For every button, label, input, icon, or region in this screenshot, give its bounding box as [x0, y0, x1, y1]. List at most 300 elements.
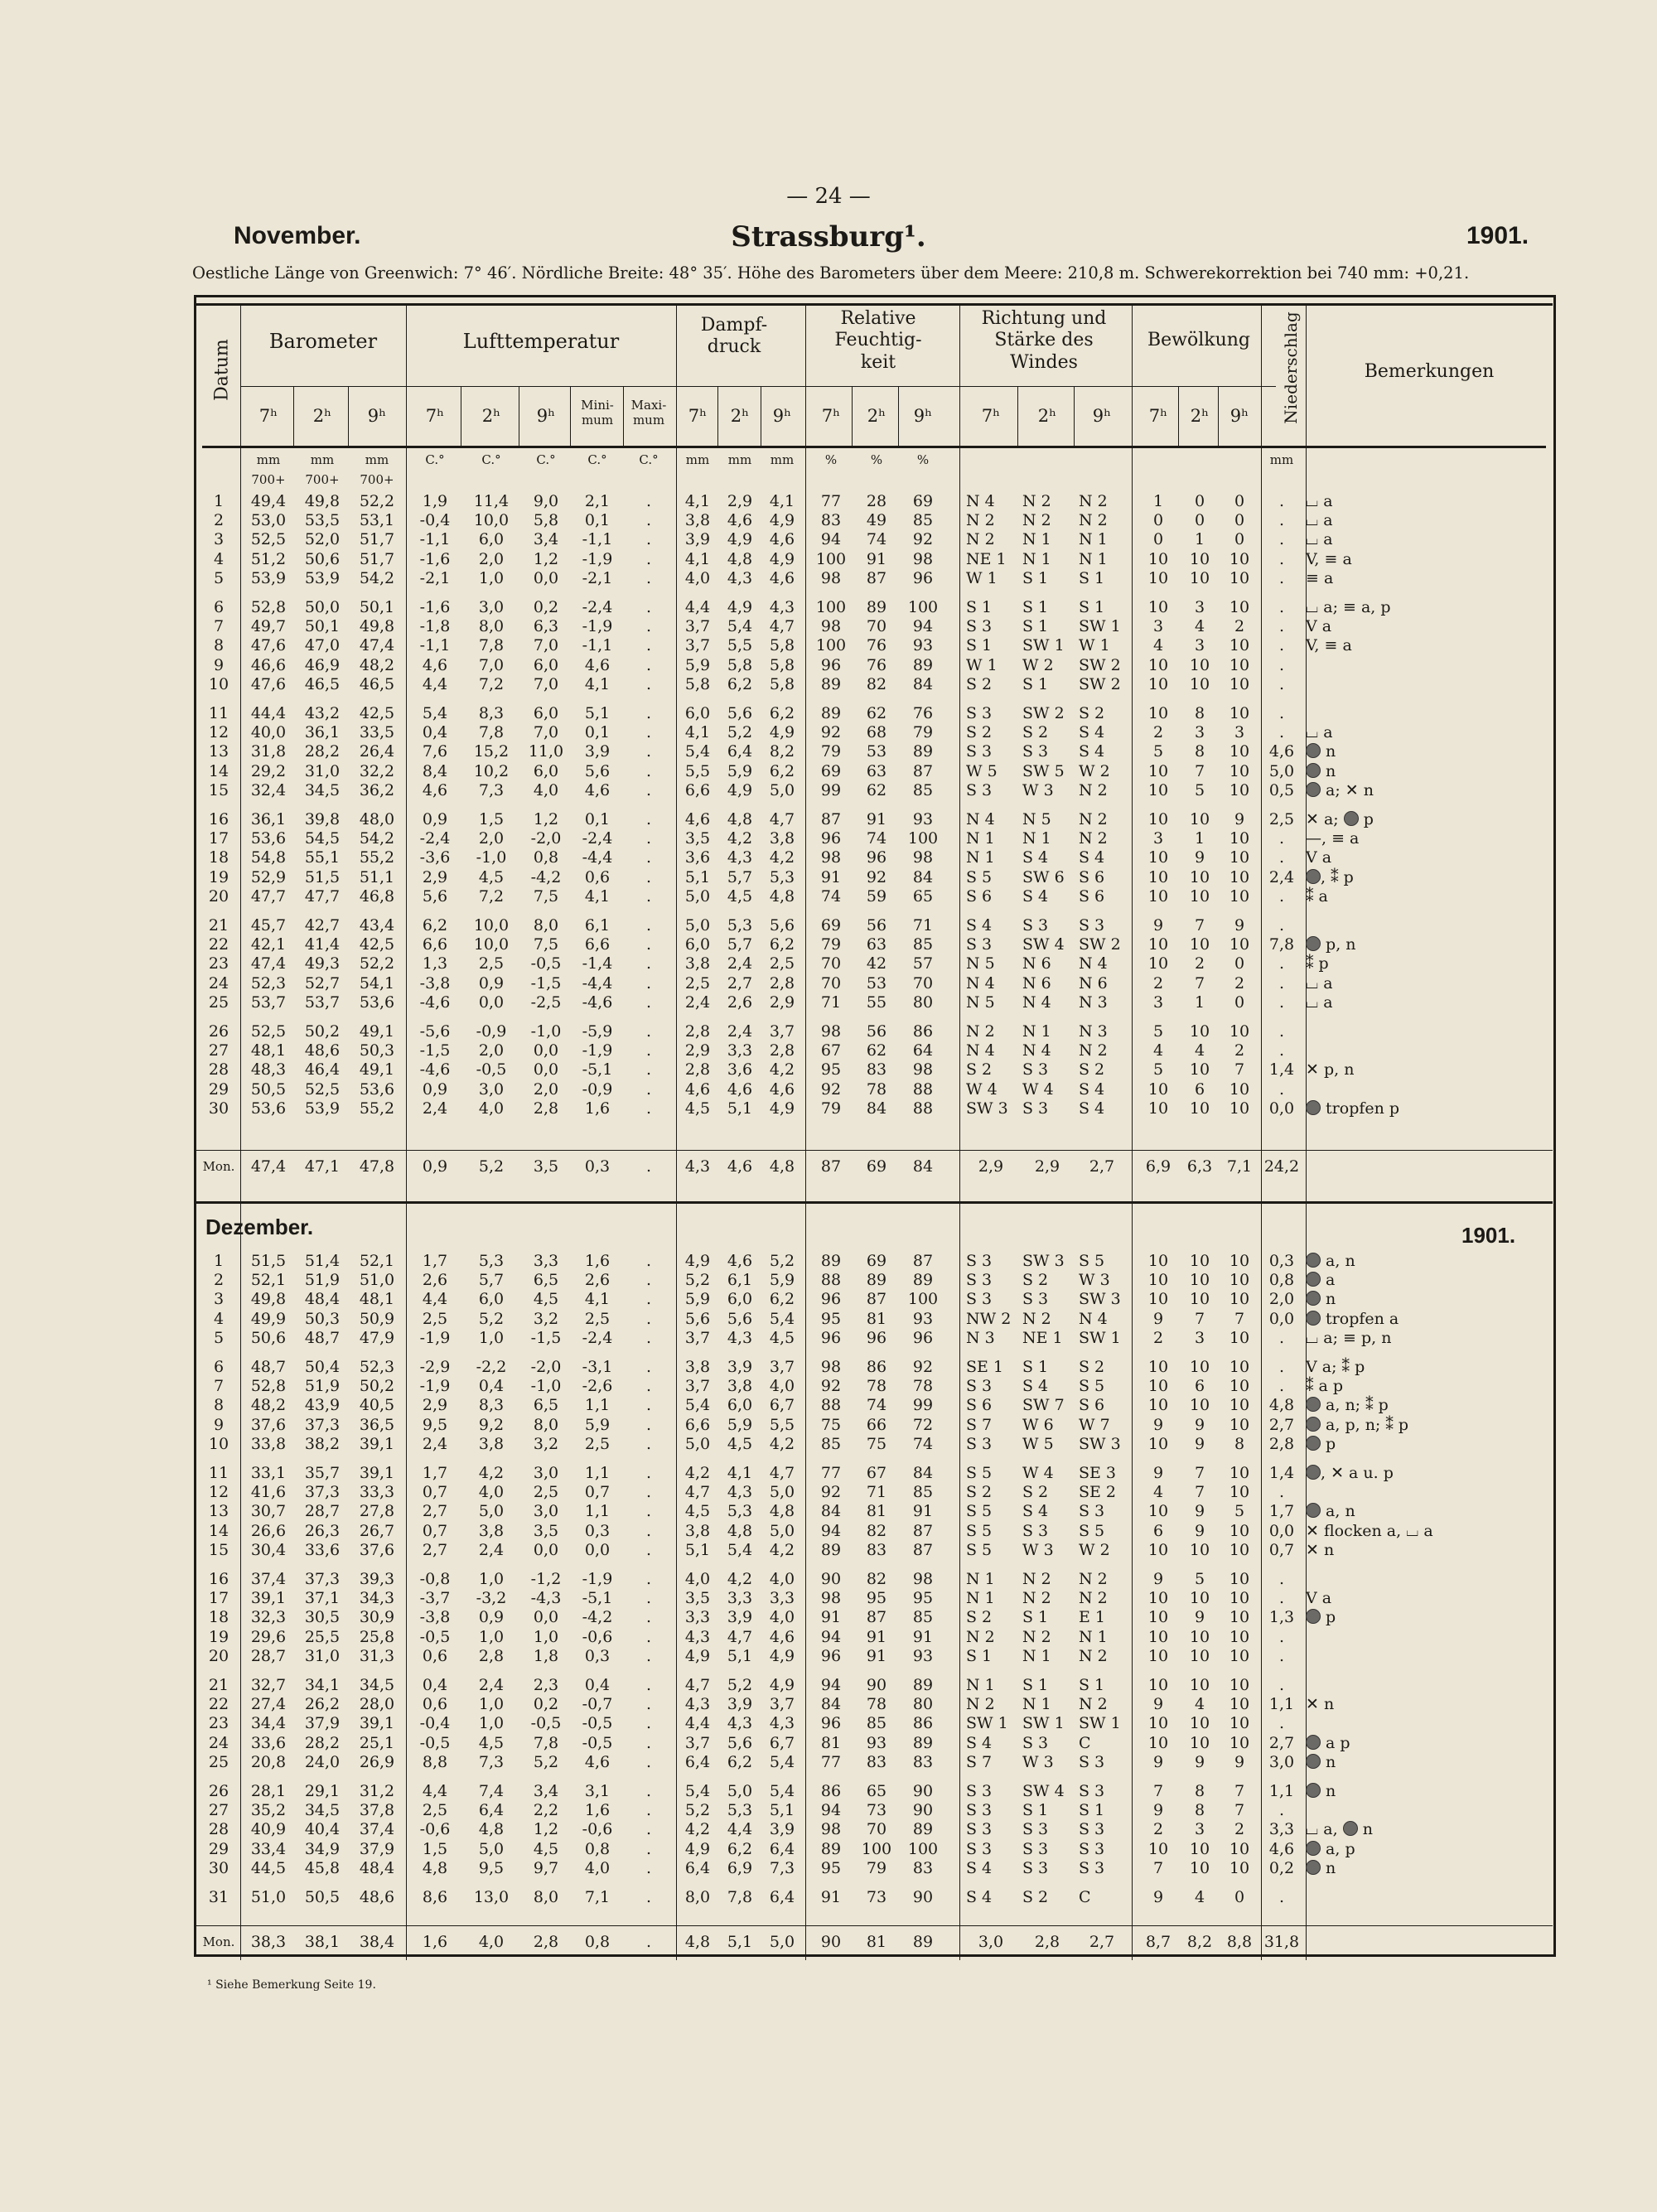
- value-cell: 53,7: [250, 993, 287, 1012]
- value-cell: N 1: [966, 1589, 995, 1608]
- value-cell: 2,8: [684, 1022, 711, 1041]
- value-cell: 50,1: [359, 598, 395, 616]
- value-cell: S 3: [966, 935, 993, 954]
- value-cell: 49,3: [304, 954, 341, 973]
- value-cell: 3,8: [478, 1434, 505, 1453]
- value-cell: 6,4: [684, 1752, 711, 1771]
- value-cell: -0,6: [582, 1627, 613, 1646]
- subheader-hour: 7ʰ: [1148, 406, 1168, 426]
- table-row: [0, 1715, 1657, 1731]
- value-cell: 6,0: [478, 1290, 505, 1309]
- value-cell: 98: [912, 1570, 934, 1588]
- value-cell: 86: [820, 1782, 842, 1800]
- value-cell: 4,4: [684, 1714, 711, 1733]
- value-cell: .: [645, 636, 652, 655]
- unit-label: C.°: [481, 452, 501, 467]
- value-cell: 91: [866, 1627, 887, 1646]
- value-cell: 5,6: [584, 761, 611, 780]
- value-cell: 94: [820, 1676, 842, 1694]
- value-cell: 5,0: [684, 1434, 711, 1453]
- value-cell: 84: [912, 867, 934, 886]
- value-cell: 80: [912, 993, 934, 1012]
- value-cell: S 3: [1079, 1752, 1105, 1771]
- mean-cell: 5,0: [769, 1933, 795, 1951]
- value-cell: 26,7: [359, 1521, 395, 1540]
- value-cell: 2,8: [684, 1060, 711, 1079]
- value-cell: -0,9: [582, 1079, 613, 1099]
- value-cell: .: [645, 1022, 652, 1041]
- value-cell: 51,0: [359, 1271, 395, 1290]
- value-cell: -0,9: [476, 1022, 507, 1041]
- value-cell: 34,3: [359, 1589, 395, 1608]
- value-cell: 4: [1194, 1888, 1205, 1906]
- value-cell: 5,8: [533, 511, 559, 530]
- table-row: [0, 1821, 1657, 1838]
- value-cell: 1,4: [1268, 1060, 1295, 1079]
- value-cell: 10: [1189, 1271, 1210, 1290]
- value-cell: 0,6: [584, 867, 611, 886]
- value-cell: .: [1278, 674, 1285, 693]
- table-row: [0, 1378, 1657, 1394]
- value-cell: 26,6: [250, 1521, 287, 1540]
- table-row: [0, 1061, 1657, 1078]
- day-cell: 11: [208, 1464, 229, 1482]
- december-year: 1901.: [1461, 1223, 1516, 1248]
- value-cell: 46,4: [304, 1060, 341, 1079]
- value-cell: -0,7: [582, 1695, 613, 1714]
- value-cell: 95: [866, 1589, 887, 1608]
- value-cell: 9,0: [533, 492, 559, 510]
- subheader-hour: 9ʰ: [913, 406, 933, 426]
- value-cell: 1,7: [422, 1464, 448, 1482]
- value-cell: 37,3: [304, 1415, 341, 1434]
- value-cell: .: [645, 674, 652, 693]
- value-cell: 1,1: [584, 1464, 611, 1482]
- value-cell: 85: [912, 511, 934, 530]
- value-cell: 0,4: [478, 1377, 505, 1396]
- value-cell: .: [645, 723, 652, 742]
- value-cell: .: [645, 1464, 652, 1482]
- value-cell: SW 2: [1079, 674, 1121, 693]
- mean-cell: 8,7: [1145, 1933, 1171, 1951]
- value-cell: 2,7: [1268, 1733, 1295, 1752]
- value-cell: 40,9: [250, 1820, 287, 1839]
- value-cell: -1,9: [582, 1041, 613, 1060]
- value-cell: W 3: [1022, 780, 1054, 799]
- value-cell: 83: [866, 1060, 887, 1079]
- remark-cell: n: [1306, 763, 1554, 780]
- day-cell: 1: [213, 492, 225, 510]
- value-cell: 53,6: [250, 1099, 287, 1118]
- value-cell: 0,0: [533, 1060, 559, 1079]
- value-cell: -4,6: [582, 993, 613, 1012]
- mean-cell: 69: [866, 1157, 887, 1176]
- value-cell: 4,4: [727, 1820, 753, 1839]
- value-cell: 86: [866, 1358, 887, 1376]
- value-cell: 48,2: [250, 1396, 287, 1415]
- unit-label: mm: [770, 452, 795, 467]
- value-cell: 33,8: [250, 1434, 287, 1453]
- value-cell: .: [1278, 829, 1285, 848]
- value-cell: 10: [1229, 1415, 1250, 1434]
- value-cell: 6,0: [478, 530, 505, 549]
- value-cell: S 5: [1079, 1521, 1105, 1540]
- value-cell: 6,4: [684, 1858, 711, 1877]
- value-cell: 2,0: [533, 1079, 559, 1099]
- value-cell: S 1: [1022, 1676, 1049, 1694]
- value-cell: 2: [1234, 617, 1245, 636]
- value-cell: .: [645, 1415, 652, 1434]
- value-cell: 96: [912, 1328, 934, 1347]
- value-cell: 100: [815, 636, 847, 655]
- value-cell: 74: [912, 1434, 934, 1453]
- table-row: [0, 1648, 1657, 1664]
- day-cell: 18: [208, 1608, 229, 1627]
- remark-cell: , ⁑ p: [1306, 869, 1554, 886]
- value-cell: 3: [1194, 1820, 1205, 1839]
- value-cell: SW 2: [1022, 704, 1065, 722]
- value-cell: 51,5: [250, 1252, 287, 1270]
- value-cell: 7,3: [478, 780, 505, 799]
- mean-cell: 2,8: [533, 1933, 559, 1951]
- value-cell: SW 4: [1022, 935, 1065, 954]
- value-cell: 89: [866, 598, 887, 616]
- value-cell: 96: [820, 1290, 842, 1309]
- value-cell: 5,2: [478, 1309, 505, 1328]
- value-cell: 13,0: [473, 1888, 510, 1906]
- value-cell: 2,8: [1268, 1434, 1295, 1453]
- value-cell: .: [645, 1752, 652, 1771]
- value-cell: 96: [820, 829, 842, 848]
- value-cell: 52,2: [359, 492, 395, 510]
- value-cell: 5,3: [478, 1252, 505, 1270]
- value-cell: 4,3: [684, 1695, 711, 1714]
- value-cell: 51,9: [304, 1271, 341, 1290]
- value-cell: 10: [1189, 568, 1210, 587]
- value-cell: 9: [1194, 1434, 1205, 1453]
- value-cell: S 1: [1079, 568, 1105, 587]
- value-cell: 2,7: [422, 1540, 448, 1559]
- value-cell: .: [1278, 511, 1285, 530]
- remark-cell: n: [1306, 1754, 1554, 1770]
- value-cell: 5,5: [684, 761, 711, 780]
- value-cell: 98: [820, 1022, 842, 1041]
- value-cell: 10: [1147, 1646, 1169, 1665]
- value-cell: 3,4: [533, 1782, 559, 1800]
- remark-cell: —, ≡ a: [1306, 829, 1360, 848]
- day-cell: 13: [208, 1502, 229, 1521]
- value-cell: -1,0: [530, 1022, 562, 1041]
- value-cell: 6,3: [533, 617, 559, 636]
- value-cell: .: [1278, 704, 1285, 722]
- value-cell: 25,1: [359, 1733, 395, 1752]
- remark-cell: ⌴ a; ≡ a, p: [1306, 598, 1391, 616]
- value-cell: 53,6: [250, 829, 287, 848]
- value-cell: 87: [866, 1608, 887, 1627]
- value-cell: 3,1: [584, 1782, 611, 1800]
- value-cell: 0,0: [1268, 1099, 1295, 1118]
- value-cell: 83: [820, 511, 842, 530]
- day-cell: 27: [208, 1041, 229, 1060]
- value-cell: 7,0: [533, 636, 559, 655]
- value-cell: 29,2: [250, 761, 287, 780]
- value-cell: 4,0: [533, 780, 559, 799]
- value-cell: 51,5: [304, 867, 341, 886]
- rain-symbol-icon: [1306, 782, 1321, 797]
- value-cell: 100: [907, 598, 939, 616]
- mean-cell: 31,8: [1263, 1933, 1300, 1951]
- value-cell: -3,6: [419, 848, 451, 867]
- rain-symbol-icon: [1306, 1100, 1321, 1115]
- day-cell: 3: [213, 1290, 225, 1309]
- value-cell: 4,4: [422, 1782, 448, 1800]
- value-cell: 4,0: [478, 1483, 505, 1502]
- value-cell: 0,7: [1268, 1540, 1295, 1559]
- mean-cell: 7,1: [1226, 1157, 1253, 1176]
- value-cell: 2,4: [478, 1676, 505, 1694]
- value-cell: .: [645, 916, 652, 935]
- rain-symbol-icon: [1344, 811, 1359, 826]
- value-cell: 29,1: [304, 1782, 341, 1800]
- value-cell: -2,0: [530, 829, 562, 848]
- value-cell: 10: [1147, 1733, 1169, 1752]
- value-cell: -3,7: [419, 1589, 451, 1608]
- value-cell: 37,3: [304, 1483, 341, 1502]
- value-cell: .: [645, 973, 652, 993]
- value-cell: 0,7: [584, 1483, 611, 1502]
- value-cell: -0,6: [582, 1820, 613, 1839]
- value-cell: 7: [1194, 973, 1205, 993]
- value-cell: 4,5: [684, 1099, 711, 1118]
- subheader-hour: 2ʰ: [867, 406, 886, 426]
- value-cell: 10,0: [473, 511, 510, 530]
- value-cell: 39,8: [304, 810, 341, 828]
- value-cell: 8: [1234, 1434, 1245, 1453]
- value-cell: 1,1: [1268, 1782, 1295, 1800]
- value-cell: 95: [820, 1309, 842, 1328]
- value-cell: N 1: [966, 1570, 995, 1588]
- remark-cell: p, n: [1306, 936, 1554, 953]
- mean-cell: 3,5: [533, 1157, 559, 1176]
- value-cell: -4,4: [582, 973, 613, 993]
- day-cell: 15: [208, 1540, 229, 1559]
- remark-cell: ⌴ a; ≡ p, n: [1306, 1328, 1392, 1347]
- value-cell: 9,5: [422, 1415, 448, 1434]
- value-cell: S 7: [966, 1415, 993, 1434]
- value-cell: 3,9: [727, 1608, 753, 1627]
- value-cell: .: [645, 742, 652, 761]
- value-cell: 91: [866, 810, 887, 828]
- mean-cell: 81: [866, 1933, 887, 1951]
- value-cell: 4,1: [684, 723, 711, 742]
- value-cell: -0,5: [582, 1733, 613, 1752]
- value-cell: 10: [1229, 1589, 1250, 1608]
- remark-cell: p: [1306, 1436, 1554, 1452]
- value-cell: 1,0: [478, 1695, 505, 1714]
- value-cell: 3,7: [684, 1733, 711, 1752]
- value-cell: S 2: [966, 1483, 993, 1502]
- value-cell: 6,7: [769, 1733, 795, 1752]
- value-cell: N 2: [1022, 1570, 1051, 1588]
- mean-cell: 5,2: [478, 1157, 505, 1176]
- value-cell: 1,6: [584, 1801, 611, 1820]
- value-cell: 96: [820, 1328, 842, 1347]
- value-cell: 37,4: [250, 1570, 287, 1588]
- value-cell: S 3: [966, 1290, 993, 1309]
- value-cell: 55,2: [359, 1099, 395, 1118]
- value-cell: 1,0: [478, 1627, 505, 1646]
- day-cell: 16: [208, 810, 229, 828]
- value-cell: 39,3: [359, 1570, 395, 1588]
- value-cell: 5,5: [769, 1415, 795, 1434]
- value-cell: 6: [1194, 1377, 1205, 1396]
- value-cell: S 4: [1079, 848, 1105, 867]
- day-cell: 14: [208, 761, 229, 780]
- value-cell: 74: [820, 886, 842, 906]
- value-cell: 34,1: [304, 1676, 341, 1694]
- value-cell: W 4: [1022, 1464, 1054, 1482]
- value-cell: 10: [1229, 1733, 1250, 1752]
- value-cell: 1,0: [478, 1570, 505, 1588]
- value-cell: 3,3: [684, 1608, 711, 1627]
- value-cell: -4,6: [419, 993, 451, 1012]
- value-cell: W 3: [1079, 1271, 1110, 1290]
- value-cell: 5,9: [684, 1290, 711, 1309]
- value-cell: 3: [1194, 723, 1205, 742]
- value-cell: 49,4: [250, 492, 287, 510]
- value-cell: 0,8: [1268, 1271, 1295, 1290]
- value-cell: 8,0: [684, 1888, 711, 1906]
- value-cell: -1,9: [419, 1328, 451, 1347]
- value-cell: 4: [1152, 1483, 1164, 1502]
- value-cell: S 4: [966, 1858, 993, 1877]
- value-cell: S 4: [966, 916, 993, 935]
- value-cell: -0,8: [419, 1570, 451, 1588]
- value-cell: S 1: [1022, 674, 1049, 693]
- value-cell: N 2: [1079, 829, 1108, 848]
- value-cell: S 7: [966, 1752, 993, 1771]
- value-cell: W 3: [1022, 1752, 1054, 1771]
- value-cell: 4,9: [684, 1839, 711, 1858]
- value-cell: 99: [820, 780, 842, 799]
- value-cell: 42,5: [359, 935, 395, 954]
- value-cell: .: [645, 530, 652, 549]
- value-cell: 0,5: [1268, 780, 1295, 799]
- remark-cell: a, n; ⁑ p: [1306, 1397, 1554, 1413]
- value-cell: -1,9: [582, 549, 613, 568]
- value-cell: 90: [866, 1676, 887, 1694]
- value-cell: 5,1: [727, 1646, 753, 1665]
- value-cell: .: [645, 1801, 652, 1820]
- value-cell: 37,6: [359, 1540, 395, 1559]
- value-cell: 50,3: [304, 1309, 341, 1328]
- header-lufttemperatur: Lufttemperatur: [462, 330, 620, 353]
- value-cell: 8,0: [533, 1415, 559, 1434]
- mean-cell: 8,2: [1186, 1933, 1213, 1951]
- day-cell: 6: [213, 598, 225, 616]
- subheader-hour: 9ʰ: [1229, 406, 1249, 426]
- value-cell: 96: [820, 1646, 842, 1665]
- value-cell: 2,4: [684, 993, 711, 1012]
- value-cell: 4,5: [478, 867, 505, 886]
- value-cell: 0: [1234, 530, 1245, 549]
- value-cell: 74: [866, 530, 887, 549]
- day-cell: 22: [208, 935, 229, 954]
- value-cell: 10: [1229, 674, 1250, 693]
- value-cell: 4,8: [478, 1820, 505, 1839]
- value-cell: 10: [1229, 886, 1250, 906]
- value-cell: .: [645, 492, 652, 510]
- value-cell: 10: [1229, 1627, 1250, 1646]
- value-cell: 10: [1229, 1079, 1250, 1099]
- value-cell: 96: [866, 848, 887, 867]
- value-cell: 6: [1194, 1079, 1205, 1099]
- mean-cell: 4,3: [684, 1157, 711, 1176]
- value-cell: -3,1: [582, 1358, 613, 1376]
- value-cell: SW 6: [1022, 867, 1065, 886]
- value-cell: .: [645, 1483, 652, 1502]
- value-cell: N 2: [1022, 1309, 1051, 1328]
- value-cell: 3: [1194, 1328, 1205, 1347]
- value-cell: N 2: [1022, 1589, 1051, 1608]
- value-cell: S 1: [966, 636, 993, 655]
- table-row: [0, 975, 1657, 992]
- value-cell: 10: [1147, 1099, 1169, 1118]
- value-cell: N 2: [1079, 492, 1108, 510]
- remark-cell: n: [1306, 1860, 1554, 1876]
- value-cell: N 1: [1022, 1646, 1051, 1665]
- value-cell: 10: [1147, 780, 1169, 799]
- value-cell: 87: [912, 1540, 934, 1559]
- value-cell: 10: [1229, 1676, 1250, 1694]
- value-cell: 5,9: [727, 761, 753, 780]
- value-cell: 10: [1189, 1022, 1210, 1041]
- value-cell: S 3: [966, 1252, 993, 1270]
- value-cell: 54,2: [359, 829, 395, 848]
- rain-symbol-icon: [1306, 869, 1321, 884]
- value-cell: 29,6: [250, 1627, 287, 1646]
- value-cell: 84: [820, 1695, 842, 1714]
- value-cell: 3,7: [684, 1377, 711, 1396]
- value-cell: 89: [912, 1733, 934, 1752]
- value-cell: 9: [1152, 1570, 1164, 1588]
- value-cell: 91: [820, 1888, 842, 1906]
- value-cell: 53,1: [359, 511, 395, 530]
- value-cell: 94: [820, 530, 842, 549]
- value-cell: 1,2: [533, 810, 559, 828]
- value-cell: 52,8: [250, 1377, 287, 1396]
- value-cell: -2,0: [530, 1358, 562, 1376]
- value-cell: S 5: [966, 1521, 993, 1540]
- subheader-hour: 9ʰ: [772, 406, 792, 426]
- value-cell: 63: [866, 935, 887, 954]
- mean-cell: 4,8: [684, 1933, 711, 1951]
- value-cell: 4,7: [727, 1627, 753, 1646]
- value-cell: 41,6: [250, 1483, 287, 1502]
- value-cell: 87: [912, 1252, 934, 1270]
- value-cell: 1,7: [422, 1252, 448, 1270]
- value-cell: 4,9: [769, 1646, 795, 1665]
- value-cell: 5,6: [727, 1733, 753, 1752]
- value-cell: 2,6: [727, 993, 753, 1012]
- remark-cell: ✕ flocken a, ⌴ a: [1306, 1521, 1433, 1540]
- value-cell: 82: [866, 1521, 887, 1540]
- day-cell: 4: [213, 549, 225, 568]
- value-cell: 30,4: [250, 1540, 287, 1559]
- value-cell: 1: [1194, 993, 1205, 1012]
- value-cell: 10: [1147, 655, 1169, 674]
- value-cell: 86: [912, 1022, 934, 1041]
